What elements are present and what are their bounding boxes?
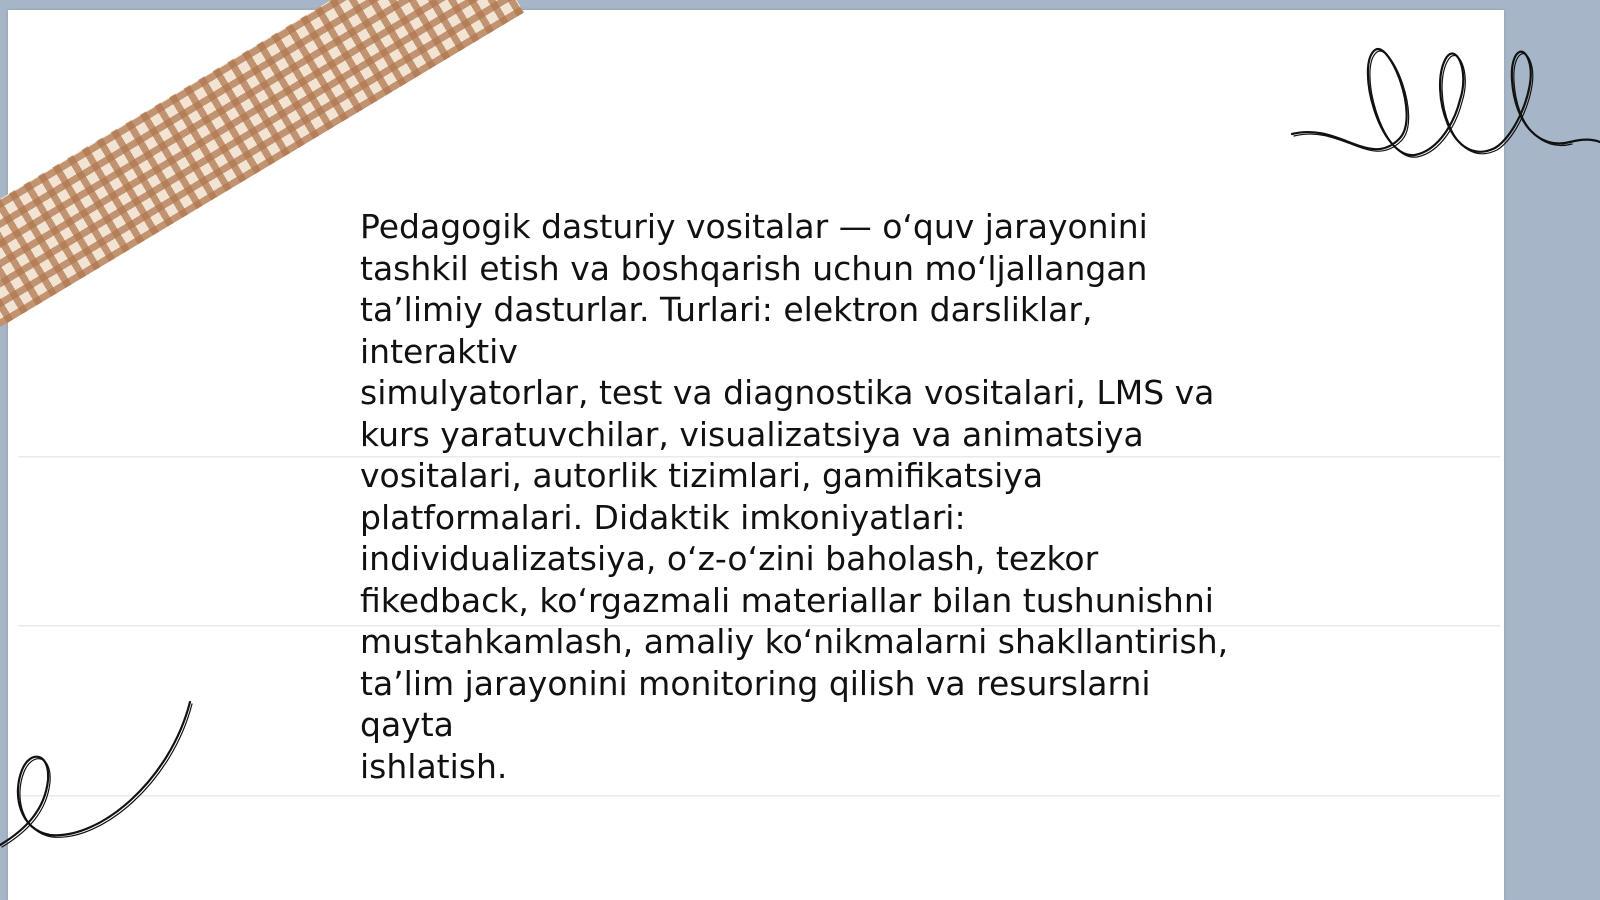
slide-body-text: Pedagogik dasturiy vositalar — o‘quv jarayonini tashkil etish va boshqarish uchun mo‘ljallangan ta’limiy dasturlar. Turlari: elektron darsliklar, interaktiv simulyatorlar, test va diagnostika vositalari, LMS va kurs yaratuvchilar, visualizatsiya va animatsiya vositalari, autorlik tizimlari, gamifikatsiya platformalari. Didaktik imkoniyatlari: individualizatsiya, o‘z-o‘zini baholash, tezkor fikedback, ko‘rgazmali materiallar bilan tushunishni mustahkamlash, amaliy ko‘nikmalarni shakllantirish, ta’lim jarayonini monitoring qilish va resurslarni qayta ishlatish.	[360, 207, 1229, 786]
squiggle-bottom-left-decoration	[0, 690, 200, 850]
paper-fold-line	[18, 795, 1500, 797]
squiggle-top-right-decoration	[1280, 30, 1600, 170]
